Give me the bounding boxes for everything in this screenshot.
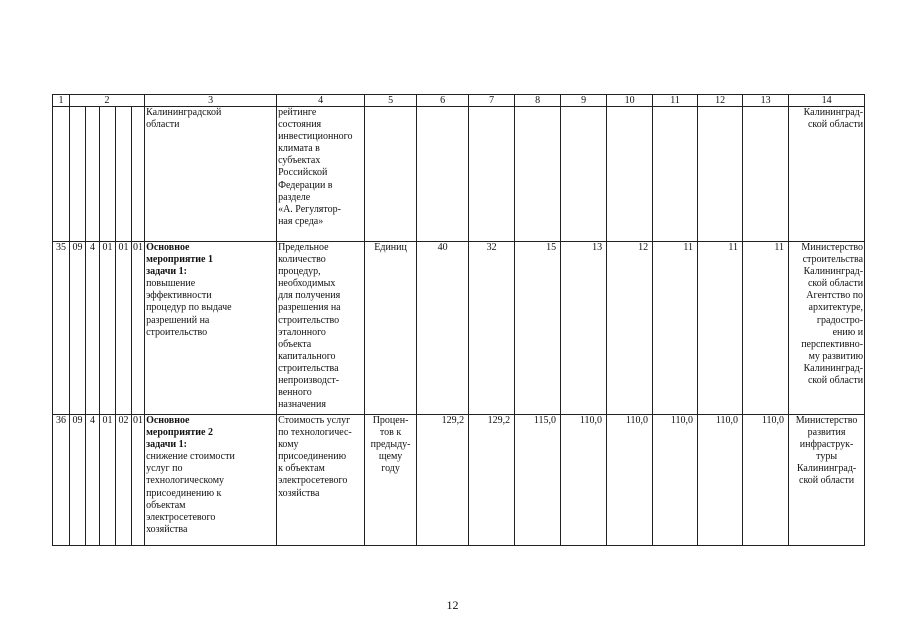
value-cell: 129,2 xyxy=(469,415,515,546)
value-cell: 110,0 xyxy=(607,415,653,546)
value-cell: 11 xyxy=(698,242,743,415)
responsible-cell: Министерство развития инфраструк- туры Калининград- ской области xyxy=(789,415,865,546)
code-cell: 4 xyxy=(86,415,100,546)
indicator-table xyxy=(52,94,865,546)
value-cell: 15 xyxy=(515,242,561,415)
header-cell: 4 xyxy=(277,95,365,107)
header-cell: 8 xyxy=(515,95,561,107)
header-cell: 2 xyxy=(70,95,145,107)
measure-name-cell: Основное мероприятие 1 задачи 1: повышение эффективности процедур по выдаче разрешений на строительство xyxy=(145,242,277,415)
code-cell: 01 xyxy=(100,242,116,415)
measure-name-cell: Основное мероприятие 2 задачи 1: снижение стоимости услуг по технологическому присоединению к объектам электросетевого хозяйства xyxy=(145,415,277,546)
code-cell: 01 xyxy=(132,415,145,546)
value-cell: 11 xyxy=(653,242,698,415)
header-cell: 5 xyxy=(365,95,417,107)
table-row xyxy=(53,415,865,546)
header-cell: 13 xyxy=(743,95,789,107)
page-number: 12 xyxy=(446,598,459,612)
header-cell: 9 xyxy=(561,95,607,107)
value-cell: 11 xyxy=(743,242,789,415)
code-cell: 4 xyxy=(86,242,100,415)
indicator-name-cell: Стоимость услуг по технологичес- кому присоединению к объектам электросетевого хозяйства xyxy=(277,415,365,546)
value-cell: 110,0 xyxy=(743,415,789,546)
value-cell: 13 xyxy=(561,242,607,415)
header-cell: 7 xyxy=(469,95,515,107)
row-number: 36 xyxy=(53,415,70,546)
table-row xyxy=(53,242,865,415)
code-cell: 01 xyxy=(116,242,132,415)
code-cell: 09 xyxy=(70,242,86,415)
header-cell: 11 xyxy=(653,95,698,107)
responsible-cell: Калининград- ской области xyxy=(789,107,865,242)
unit-cell: Единиц xyxy=(365,242,417,415)
measure-name-cell: Калининградской области xyxy=(145,107,277,242)
code-cell: 02 xyxy=(116,415,132,546)
responsible-cell: Министерство строительства Калининград- ской области Агентство по архитектуре, градостро- ению и перспективно- му развитию Калининград- ской области xyxy=(789,242,865,415)
value-cell: 110,0 xyxy=(653,415,698,546)
value-cell: 115,0 xyxy=(515,415,561,546)
header-cell: 12 xyxy=(698,95,743,107)
indicator-name-cell: Предельное количество процедур, необходимых для получения разрешения на строительство эталонного объекта капитального строительства непроизводст- венного назначения xyxy=(277,242,365,415)
header-cell: 1 xyxy=(53,95,70,107)
value-cell: 40 xyxy=(417,242,469,415)
value-cell: 12 xyxy=(607,242,653,415)
header-cell: 14 xyxy=(789,95,865,107)
header-cell: 6 xyxy=(417,95,469,107)
code-cell: 01 xyxy=(100,415,116,546)
header-row xyxy=(53,95,865,107)
header-cell: 3 xyxy=(145,95,277,107)
value-cell: 129,2 xyxy=(417,415,469,546)
row-number: 35 xyxy=(53,242,70,415)
code-cell: 01 xyxy=(132,242,145,415)
value-cell: 110,0 xyxy=(698,415,743,546)
value-cell: 32 xyxy=(469,242,515,415)
unit-cell: Процен- тов к предыду- щему году xyxy=(365,415,417,546)
value-cell: 110,0 xyxy=(561,415,607,546)
table-row-continued xyxy=(53,107,865,242)
code-cell: 09 xyxy=(70,415,86,546)
header-cell: 10 xyxy=(607,95,653,107)
indicator-name-cell: рейтинге состояния инвестиционного климата в субъектах Российской Федерации в разделе «А. Регулятор- ная среда» xyxy=(277,107,365,242)
